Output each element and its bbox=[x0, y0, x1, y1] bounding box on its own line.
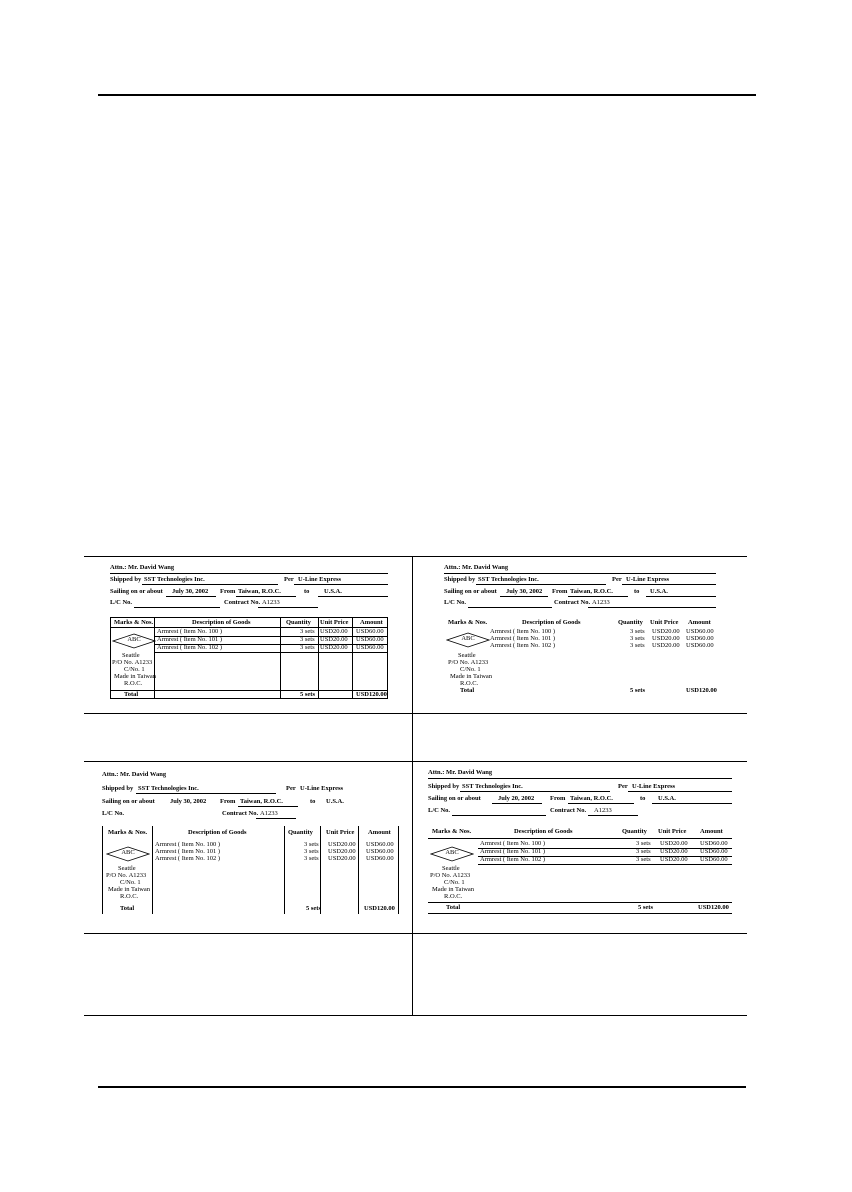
total-amount: USD120.00 bbox=[356, 691, 387, 698]
row-1-qty: 3 sets bbox=[636, 840, 651, 847]
grid-center-divider bbox=[412, 556, 413, 1016]
attn-line: Attn.: Mr. David Wang bbox=[444, 564, 509, 571]
sailing-label: Sailing on or about bbox=[102, 798, 155, 805]
invoice-sample-horizontal-rules bbox=[426, 768, 736, 918]
col-marks: Marks & Nos. bbox=[108, 829, 148, 836]
per-value: U-Line Express bbox=[626, 576, 670, 583]
col-marks: Marks & Nos. bbox=[114, 619, 154, 626]
row-3-amount: USD60.00 bbox=[686, 642, 714, 649]
row-1-amount: USD60.00 bbox=[356, 628, 384, 635]
row-2-desc: Armrest ( Item No. 101 ) bbox=[155, 848, 220, 855]
shipped-label: Shipped by bbox=[428, 783, 460, 790]
row-1-price: USD20.00 bbox=[320, 628, 348, 635]
total-qty: 5 sets bbox=[300, 691, 315, 698]
mark-roc: R.O.C. bbox=[444, 893, 463, 900]
sailing-value: July 30, 2002 bbox=[172, 588, 209, 595]
row-2-amount: USD60.00 bbox=[366, 848, 394, 855]
mark-roc: R.O.C. bbox=[120, 893, 139, 900]
row-1-price: USD20.00 bbox=[660, 840, 688, 847]
col-marks: Marks & Nos. bbox=[448, 619, 488, 626]
row-3-amount: USD60.00 bbox=[700, 856, 728, 863]
mark-made: Made in Taiwan bbox=[108, 886, 151, 893]
lc-label: L/C No. bbox=[444, 599, 467, 606]
row-3-price: USD20.00 bbox=[320, 644, 348, 651]
row-3-qty: 3 sets bbox=[304, 855, 319, 862]
row-3-qty: 3 sets bbox=[630, 642, 645, 649]
contract-label: Contract No. bbox=[222, 810, 259, 817]
from-value: Taiwan, R.O.C. bbox=[570, 588, 613, 595]
col-quantity: Quantity bbox=[288, 829, 313, 836]
row-3-price: USD20.00 bbox=[660, 856, 688, 863]
attn-line: Attn.: Mr. David Wang bbox=[102, 771, 167, 778]
sailing-label: Sailing on or about bbox=[444, 588, 497, 595]
col-amount: Amount bbox=[688, 619, 711, 626]
invoice-sample-borderless bbox=[442, 563, 732, 703]
total-label: Total bbox=[446, 904, 461, 911]
total-qty: 5 sets bbox=[630, 687, 645, 694]
row-1-desc: Armrest ( Item No. 100 ) bbox=[490, 628, 555, 635]
to-value: U.S.A. bbox=[650, 588, 668, 595]
col-amount: Amount bbox=[368, 829, 391, 836]
contract-label: Contract No. bbox=[224, 599, 261, 606]
mark-cno: C/No. 1 bbox=[124, 666, 145, 673]
shipped-value: SST Technologies Inc. bbox=[138, 785, 199, 792]
mark-city: Seattle bbox=[118, 865, 136, 872]
sailing-label: Sailing on or about bbox=[110, 588, 163, 595]
per-value: U-Line Express bbox=[632, 783, 676, 790]
row-3-qty: 3 sets bbox=[300, 644, 315, 651]
mark-city: Seattle bbox=[122, 652, 140, 659]
row-2-qty: 3 sets bbox=[636, 848, 651, 855]
mark-city: Seattle bbox=[442, 865, 460, 872]
per-label: Per bbox=[612, 576, 622, 583]
row-2-desc: Armrest ( Item No. 101 ) bbox=[490, 635, 555, 642]
abc-diamond-mark: ABC bbox=[106, 846, 150, 862]
row-2-desc: Armrest ( Item No. 101 ) bbox=[480, 848, 545, 855]
grid-middle-line-1 bbox=[84, 713, 747, 714]
row-1-price: USD20.00 bbox=[328, 841, 356, 848]
mark-made: Made in Taiwan bbox=[432, 886, 475, 893]
invoice-sample-boxed bbox=[106, 563, 396, 703]
row-3-desc: Armrest ( Item No. 102 ) bbox=[490, 642, 555, 649]
total-label: Total bbox=[120, 905, 135, 912]
contract-value: A1233 bbox=[260, 810, 278, 817]
from-label: From bbox=[220, 798, 236, 805]
attn-line: Attn.: Mr. David Wang bbox=[428, 769, 493, 776]
col-description: Description of Goods bbox=[522, 619, 581, 626]
row-2-amount: USD60.00 bbox=[686, 635, 714, 642]
mark-roc: R.O.C. bbox=[124, 680, 143, 687]
col-unit-price: Unit Price bbox=[658, 828, 687, 835]
total-amount: USD120.00 bbox=[364, 905, 395, 912]
lc-label: L/C No. bbox=[110, 599, 133, 606]
abc-diamond-mark: ABC bbox=[446, 632, 490, 648]
contract-label: Contract No. bbox=[550, 807, 587, 814]
contract-value: A1233 bbox=[592, 599, 610, 606]
mark-cno: C/No. 1 bbox=[120, 879, 141, 886]
to-label: to bbox=[304, 588, 310, 595]
row-2-price: USD20.00 bbox=[328, 848, 356, 855]
row-1-amount: USD60.00 bbox=[686, 628, 714, 635]
row-2-price: USD20.00 bbox=[652, 635, 680, 642]
to-value: U.S.A. bbox=[326, 798, 344, 805]
row-3-desc: Armrest ( Item No. 102 ) bbox=[155, 855, 220, 862]
per-value: U-Line Express bbox=[298, 576, 342, 583]
row-1-price: USD20.00 bbox=[652, 628, 680, 635]
total-label: Total bbox=[460, 687, 475, 694]
mark-made: Made in Taiwan bbox=[114, 673, 157, 680]
total-amount: USD120.00 bbox=[698, 904, 729, 911]
shipped-label: Shipped by bbox=[110, 576, 142, 583]
from-label: From bbox=[550, 795, 566, 802]
col-quantity: Quantity bbox=[622, 828, 647, 835]
abc-diamond-mark: ABC bbox=[430, 846, 474, 862]
mark-roc: R.O.C. bbox=[460, 680, 479, 687]
lc-label: L/C No. bbox=[102, 810, 125, 817]
from-value: Taiwan, R.O.C. bbox=[570, 795, 613, 802]
row-3-price: USD20.00 bbox=[328, 855, 356, 862]
grid-middle-line-2 bbox=[84, 761, 747, 762]
mark-po: P/O No. A1233 bbox=[430, 872, 471, 879]
shipped-label: Shipped by bbox=[444, 576, 476, 583]
contract-label: Contract No. bbox=[554, 599, 591, 606]
row-1-qty: 3 sets bbox=[630, 628, 645, 635]
sailing-label: Sailing on or about bbox=[428, 795, 481, 802]
row-3-qty: 3 sets bbox=[636, 856, 651, 863]
invoice-sample-partial-borders bbox=[100, 770, 400, 920]
row-2-desc: Armrest ( Item No. 101 ) bbox=[157, 636, 222, 643]
row-2-amount: USD60.00 bbox=[356, 636, 384, 643]
abc-diamond-mark: ABC bbox=[112, 633, 156, 649]
total-qty: 5 sets bbox=[306, 905, 321, 912]
per-label: Per bbox=[286, 785, 296, 792]
row-2-qty: 3 sets bbox=[304, 848, 319, 855]
row-3-price: USD20.00 bbox=[652, 642, 680, 649]
per-label: Per bbox=[284, 576, 294, 583]
to-value: U.S.A. bbox=[658, 795, 676, 802]
top-rule bbox=[98, 94, 756, 96]
to-label: to bbox=[634, 588, 640, 595]
col-description: Description of Goods bbox=[192, 619, 251, 626]
row-2-qty: 3 sets bbox=[630, 635, 645, 642]
col-amount: Amount bbox=[700, 828, 723, 835]
total-amount: USD120.00 bbox=[686, 687, 717, 694]
mark-cno: C/No. 1 bbox=[460, 666, 481, 673]
contract-value: A1233 bbox=[594, 807, 612, 814]
row-3-desc: Armrest ( Item No. 102 ) bbox=[157, 644, 222, 651]
col-unit-price: Unit Price bbox=[326, 829, 355, 836]
col-unit-price: Unit Price bbox=[320, 619, 349, 626]
row-1-qty: 3 sets bbox=[304, 841, 319, 848]
from-value: Taiwan, R.O.C. bbox=[240, 798, 283, 805]
shipped-value: SST Technologies Inc. bbox=[462, 783, 523, 790]
shipped-label: Shipped by bbox=[102, 785, 134, 792]
row-3-desc: Armrest ( Item No. 102 ) bbox=[480, 856, 545, 863]
sailing-value: July 20, 2002 bbox=[498, 795, 535, 802]
from-value: Taiwan, R.O.C. bbox=[238, 588, 281, 595]
col-quantity: Quantity bbox=[618, 619, 643, 626]
to-label: to bbox=[640, 795, 646, 802]
from-label: From bbox=[552, 588, 568, 595]
row-1-amount: USD60.00 bbox=[366, 841, 394, 848]
total-qty: 5 sets bbox=[638, 904, 653, 911]
col-quantity: Quantity bbox=[286, 619, 311, 626]
to-label: to bbox=[310, 798, 316, 805]
row-2-price: USD20.00 bbox=[320, 636, 348, 643]
per-value: U-Line Express bbox=[300, 785, 344, 792]
col-description: Description of Goods bbox=[514, 828, 573, 835]
grid-bottom-line bbox=[84, 1015, 747, 1016]
col-unit-price: Unit Price bbox=[650, 619, 679, 626]
row-3-amount: USD60.00 bbox=[366, 855, 394, 862]
per-label: Per bbox=[618, 783, 628, 790]
mark-made: Made in Taiwan bbox=[450, 673, 493, 680]
contract-value: A1233 bbox=[262, 599, 280, 606]
col-marks: Marks & Nos. bbox=[432, 828, 472, 835]
col-amount: Amount bbox=[360, 619, 383, 626]
row-2-qty: 3 sets bbox=[300, 636, 315, 643]
bottom-rule bbox=[98, 1086, 746, 1088]
row-1-desc: Armrest ( Item No. 100 ) bbox=[480, 840, 545, 847]
row-1-desc: Armrest ( Item No. 100 ) bbox=[155, 841, 220, 848]
shipped-value: SST Technologies Inc. bbox=[144, 576, 205, 583]
total-label: Total bbox=[124, 691, 139, 698]
col-description: Description of Goods bbox=[188, 829, 247, 836]
attn-line: Attn.: Mr. David Wang bbox=[110, 564, 175, 571]
mark-po: P/O No. A1233 bbox=[448, 659, 489, 666]
mark-po: P/O No. A1233 bbox=[106, 872, 147, 879]
row-1-amount: USD60.00 bbox=[700, 840, 728, 847]
row-1-desc: Armrest ( Item No. 100 ) bbox=[157, 628, 222, 635]
row-2-price: USD20.00 bbox=[660, 848, 688, 855]
mark-city: Seattle bbox=[458, 652, 476, 659]
grid-top-line bbox=[84, 556, 747, 557]
sailing-value: July 30, 2002 bbox=[170, 798, 207, 805]
row-3-amount: USD60.00 bbox=[356, 644, 384, 651]
mark-cno: C/No. 1 bbox=[444, 879, 465, 886]
from-label: From bbox=[220, 588, 236, 595]
shipped-value: SST Technologies Inc. bbox=[478, 576, 539, 583]
grid-middle-line-3 bbox=[84, 933, 747, 934]
sailing-value: July 30, 2002 bbox=[506, 588, 543, 595]
to-value: U.S.A. bbox=[324, 588, 342, 595]
row-2-amount: USD60.00 bbox=[700, 848, 728, 855]
row-1-qty: 3 sets bbox=[300, 628, 315, 635]
lc-label: L/C No. bbox=[428, 807, 451, 814]
mark-po: P/O No. A1233 bbox=[112, 659, 153, 666]
